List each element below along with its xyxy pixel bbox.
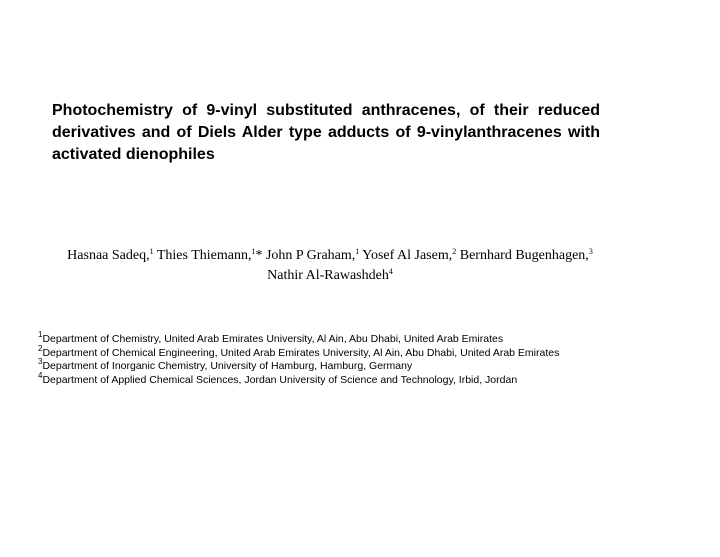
affiliation-mark: 3 <box>38 357 43 366</box>
affiliation-mark: 2 <box>38 343 43 353</box>
author-name: Bernhard Bugenhagen, <box>459 248 589 263</box>
affiliation-item <box>38 370 708 388</box>
corresponding-author-mark: * <box>255 248 263 263</box>
author-affiliation-mark: 2 <box>452 247 457 256</box>
author-affiliation-mark: 1 <box>149 247 154 256</box>
affiliation-text: Department of Chemistry, United Arab Emirates University, Al Ain, Abu Dhabi, United Arab Emirates <box>42 333 504 345</box>
author-name: Hasnaa Sadeq, <box>67 248 150 263</box>
author-affiliation-mark: 1 <box>355 247 360 256</box>
author-affiliation-mark: 4 <box>388 267 393 276</box>
affiliation-text: Department of Inorganic Chemistry, University of Hamburg, Hamburg, Germany <box>42 360 413 372</box>
author-name: Yosef Al Jasem, <box>362 248 453 263</box>
paper-title: Photochemistry of 9-vinyl substituted anthracenes, of their reduced derivatives and of Diels Alder type adducts of 9-vinylanthracenes with activated dienophiles <box>52 102 600 163</box>
author-name: Thies Thiemann, <box>156 248 252 263</box>
affiliation-text: Department of Chemical Engineering, United Arab Emirates University, Al Ain, Abu Dhabi, United Arab Emirates <box>42 346 560 359</box>
affiliation-item <box>38 330 708 347</box>
author-name: John P Graham, <box>265 248 356 263</box>
author-name: Nathir Al-Rawashdeh <box>267 268 389 283</box>
affiliation-mark: 1 <box>38 330 43 339</box>
author-affiliation-mark: 1 <box>251 247 256 256</box>
affiliation-list <box>38 330 708 387</box>
affiliation-mark: 4 <box>38 370 43 380</box>
author-affiliation-mark: 3 <box>588 247 593 256</box>
affiliation-item <box>38 343 708 361</box>
affiliation-item <box>38 357 708 374</box>
affiliation-text: Department of Applied Chemical Sciences, Jordan University of Science and Technology, Irbid, Jordan <box>42 373 518 386</box>
author-list <box>30 246 630 286</box>
